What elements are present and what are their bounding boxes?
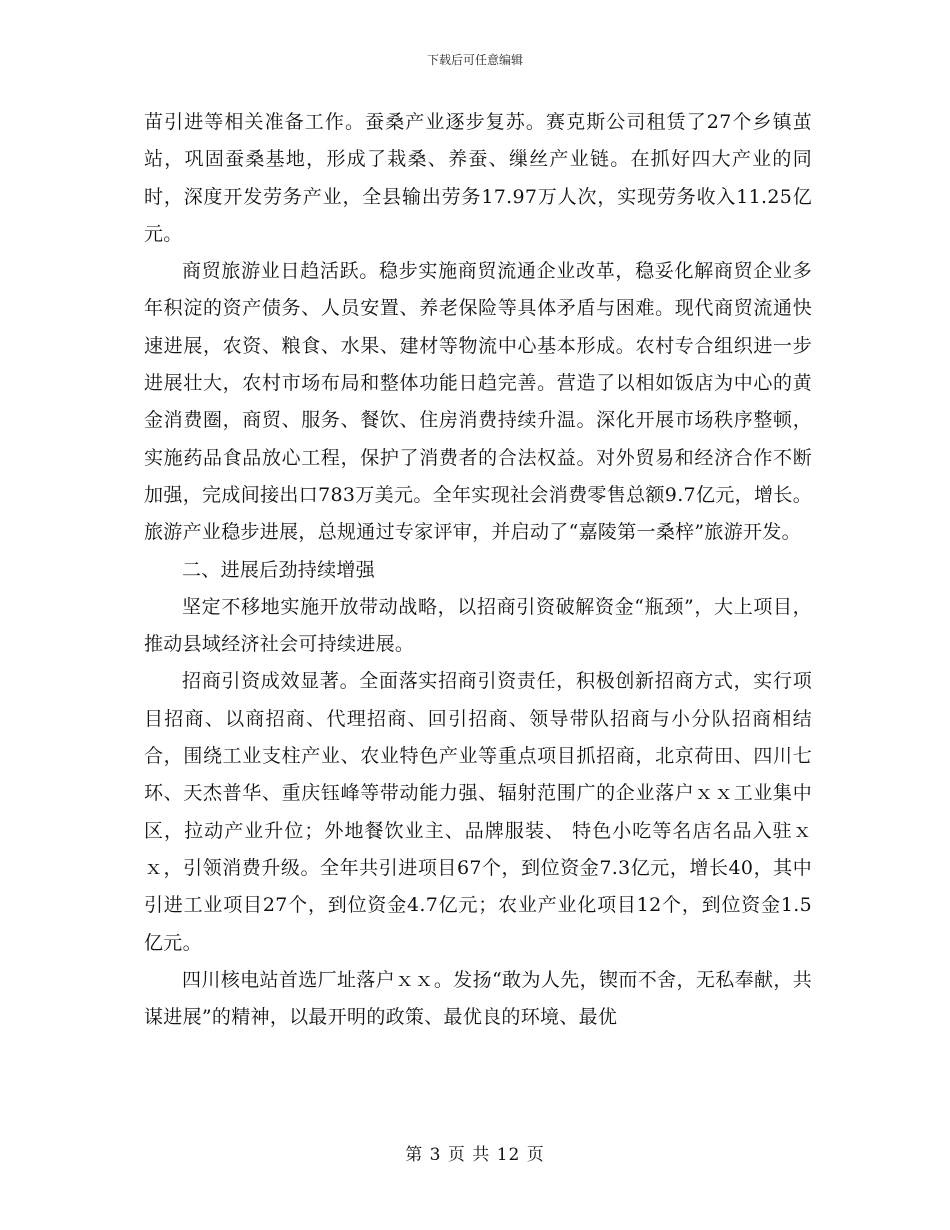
paragraph: 坚定不移地实施开放带动战略，以招商引资破解资金“瓶颈”，大上项目，推动县域经济社会可持续进展。 bbox=[144, 595, 812, 656]
paragraph: 商贸旅游业日趋活跃。稳步实施商贸流通企业改革，稳妥化解商贸企业多年积淀的资产债务、人员安置、养老保险等具体矛盾与困难。现代商贸流通快速进展，农资、粮食、水果、建材等物流中心基本形成。农村专合组织进一步进展壮大，农村市场布局和整体功能日趋完善。营造了以相如饭店为中心的黄金消费圈，商贸、服务、餐饮、住房消费持续升温。深化开展市场秩序整顿，实施药品食品放心工程，保护了消费者的合法权益。对外贸易和经济合作不断加强，完成间接出口783万美元。全年实现社会消费零售总额9.7亿元，增长。旅游产业稳步进展，总规通过专家评审，并启动了“嘉陵第一桑梓”旅游开发。 bbox=[144, 260, 812, 544]
page-number: 第 3 页 共 12 页 bbox=[405, 1145, 545, 1165]
paragraph: 苗引进等相关准备工作。蚕桑产业逐步复苏。赛克斯公司租赁了27个乡镇茧站，巩固蚕桑基地，形成了栽桑、养蚕、缫丝产业链。在抓好四大产业的同时，深度开发劳务产业，全县输出劳务17.97万人次，实现劳务收入11.25亿元。 bbox=[144, 111, 812, 245]
paragraph: 四川核电站首选厂址落户ｘｘ。发扬“敢为人先，锲而不舍，无私奉献，共谋进展”的精神，以最开明的政策、最优良的环境、最优 bbox=[144, 968, 812, 1029]
document-body bbox=[144, 104, 812, 1036]
paragraph: 招商引资成效显著。全面落实招商引资责任，积极创新招商方式，实行项目招商、以商招商、代理招商、回引招商、领导带队招商与小分队招商相结合，围绕工业支柱产业、农业特色产业等重点项目抓招商，北京荷田、四川七环、天杰普华、重庆钰峰等带动能力强、辐射范围广的企业落户ｘｘ工业集中区，拉动产业升位；外地餐饮业主、品牌服装、 特色小吃等名店名品入驻ｘｘ，引领消费升级。全年共引进项目67个，到位资金7.3亿元，增长40，其中引进工业项目27个，到位资金4.7亿元；农业产业化项目12个，到位资金1.5亿元。 bbox=[144, 670, 812, 954]
section-heading: 二、进展后劲持续增强 bbox=[182, 558, 376, 581]
page-header-note: 下载后可任意编辑 bbox=[426, 53, 523, 67]
